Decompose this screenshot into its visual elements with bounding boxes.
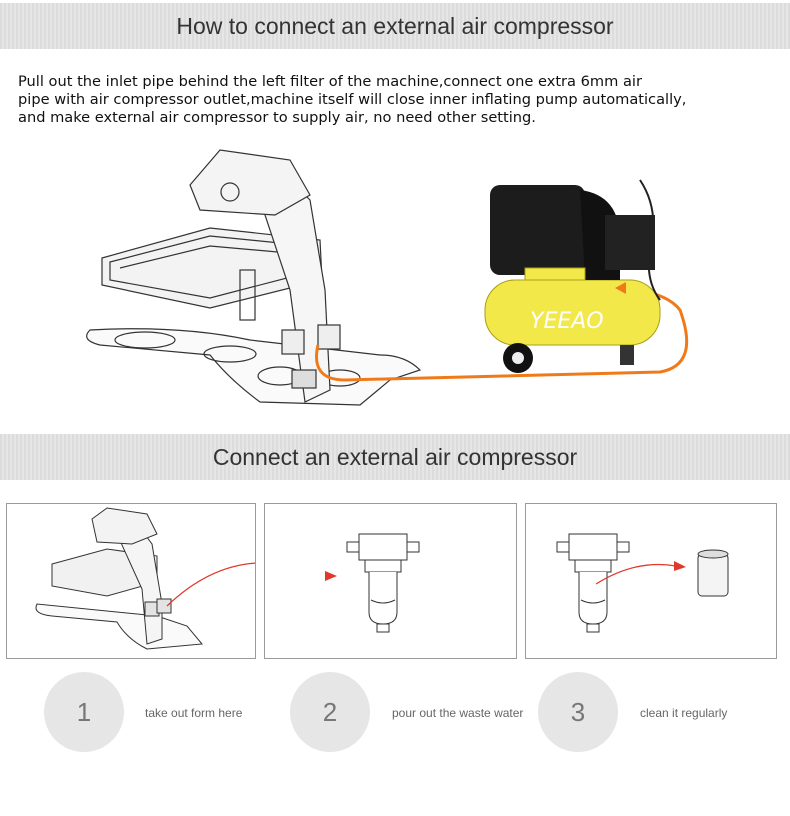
red-arrow-icon [325, 571, 337, 581]
instruction-paragraph [18, 73, 778, 127]
instruction-line: Pull out the inlet pipe behind the left filter of the machine,connect one extra 6mm air [18, 73, 642, 90]
step-1-image-panel [6, 503, 256, 659]
step-3-image-panel [525, 503, 777, 659]
compressor-brand-label: YEEAO [530, 309, 604, 334]
machine-compressor-illustration [60, 140, 700, 425]
section-title-banner [0, 3, 790, 49]
step-3-number: 3 [538, 672, 618, 752]
red-arrow-icon [674, 561, 686, 571]
step-2-image-panel [264, 503, 517, 659]
instruction-line: and make external air compressor to supply air, no need other setting. [18, 109, 536, 126]
air-compressor-drawing [485, 180, 660, 373]
step-2-text: pour out the waste water [392, 706, 524, 720]
filter-element-drawing [526, 504, 776, 658]
section-title-banner [0, 434, 790, 480]
step-3-text: clean it regularly [640, 706, 728, 720]
section-title: Connect an external air compressor [212, 444, 578, 470]
step-2-number: 2 [290, 672, 370, 752]
step-1-text: take out form here [145, 706, 243, 720]
machine-thumbnail-drawing [7, 504, 255, 658]
instruction-line: pipe with air compressor outlet,machine itself will close inner inflating pump automatically, [18, 91, 687, 108]
step-1-number: 1 [44, 672, 124, 752]
filter-drawing [265, 504, 516, 658]
section-title: How to connect an external air compressor [176, 13, 614, 39]
heat-press-machine-drawing [87, 150, 420, 405]
